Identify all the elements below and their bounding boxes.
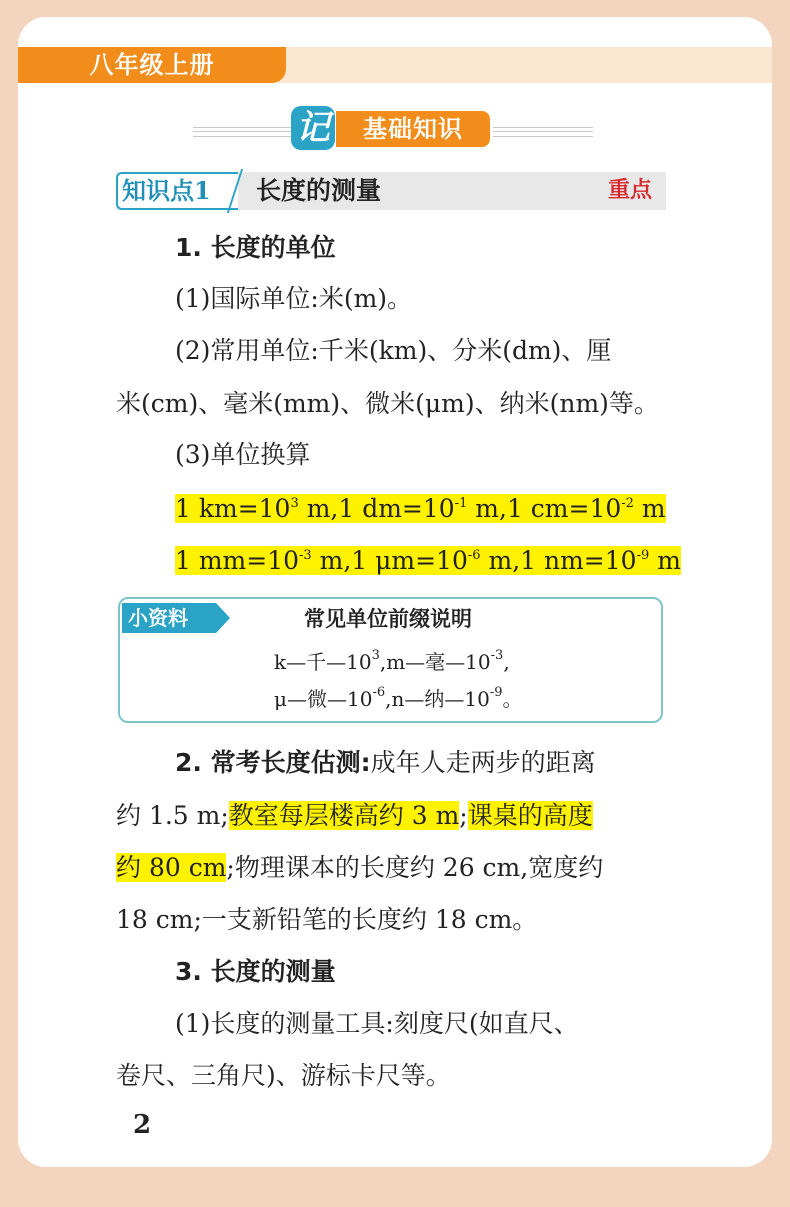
conversion-line [175,492,666,526]
knowledge-point-label: 知识点1 [116,172,238,210]
page-number: 2 [133,1110,152,1140]
paragraph: 约 80 cm;物理课本的长度约 26 cm,宽度约 [116,853,604,882]
info-title: 常见单位前缀说明 [304,607,472,631]
record-icon: 记 [291,106,335,150]
knowledge-point-title: 长度的测量 [256,176,382,205]
play-arrow-icon [216,603,230,633]
paragraph: 卷尺、三角尺)、游标卡尺等。 [116,1061,451,1090]
paragraph: 18 cm;一支新铅笔的长度约 18 cm。 [116,905,538,934]
heading-units: 1. 长度的单位 [175,233,336,262]
highlight: 1 $km=10^3$ m,1 $dm=10^{-1}$ m,1 $cm=10^{-2}$ m [175,494,666,523]
conversion-line [175,544,681,578]
page [18,17,772,1167]
paragraph: 米(cm)、毫米(mm)、微米(μm)、纳米(nm)等。 [116,389,659,418]
divider-right [493,127,593,137]
grade-tab: 八年级上册 [18,47,286,83]
heading-measurement: 3. 长度的测量 [175,957,336,986]
paragraph: 2. 常考长度估测:成年人走两步的距离 [175,748,596,777]
divider-left [193,127,293,137]
key-point-badge: 重点 [608,178,653,203]
paragraph: (3)单位换算 [175,440,311,469]
paragraph: (1)长度的测量工具:刻度尺(如直尺、 [175,1009,579,1038]
section-title: 基础知识 [336,111,490,147]
paragraph: (2)常用单位:千米(km)、分米(dm)、厘 [175,336,612,365]
paragraph: 约 1.5 m;教室每层楼高约 3 m;课桌的高度 [116,801,593,830]
paragraph: (1)国际单位:米(m)。 [175,284,413,313]
info-line: μ—微$—10^{-6},n—$纳$—10^{-9}$。 [274,685,523,711]
info-tag: 小资料 [122,603,216,633]
info-line: k—千$—10^3,m—$毫$—10^{-3}$, [274,648,510,674]
highlight: 1 $mm=10^{-3}$ m,1 $\mu m=10^{-6}$ m,1 $nm=10^{-9}$ m [175,546,681,575]
